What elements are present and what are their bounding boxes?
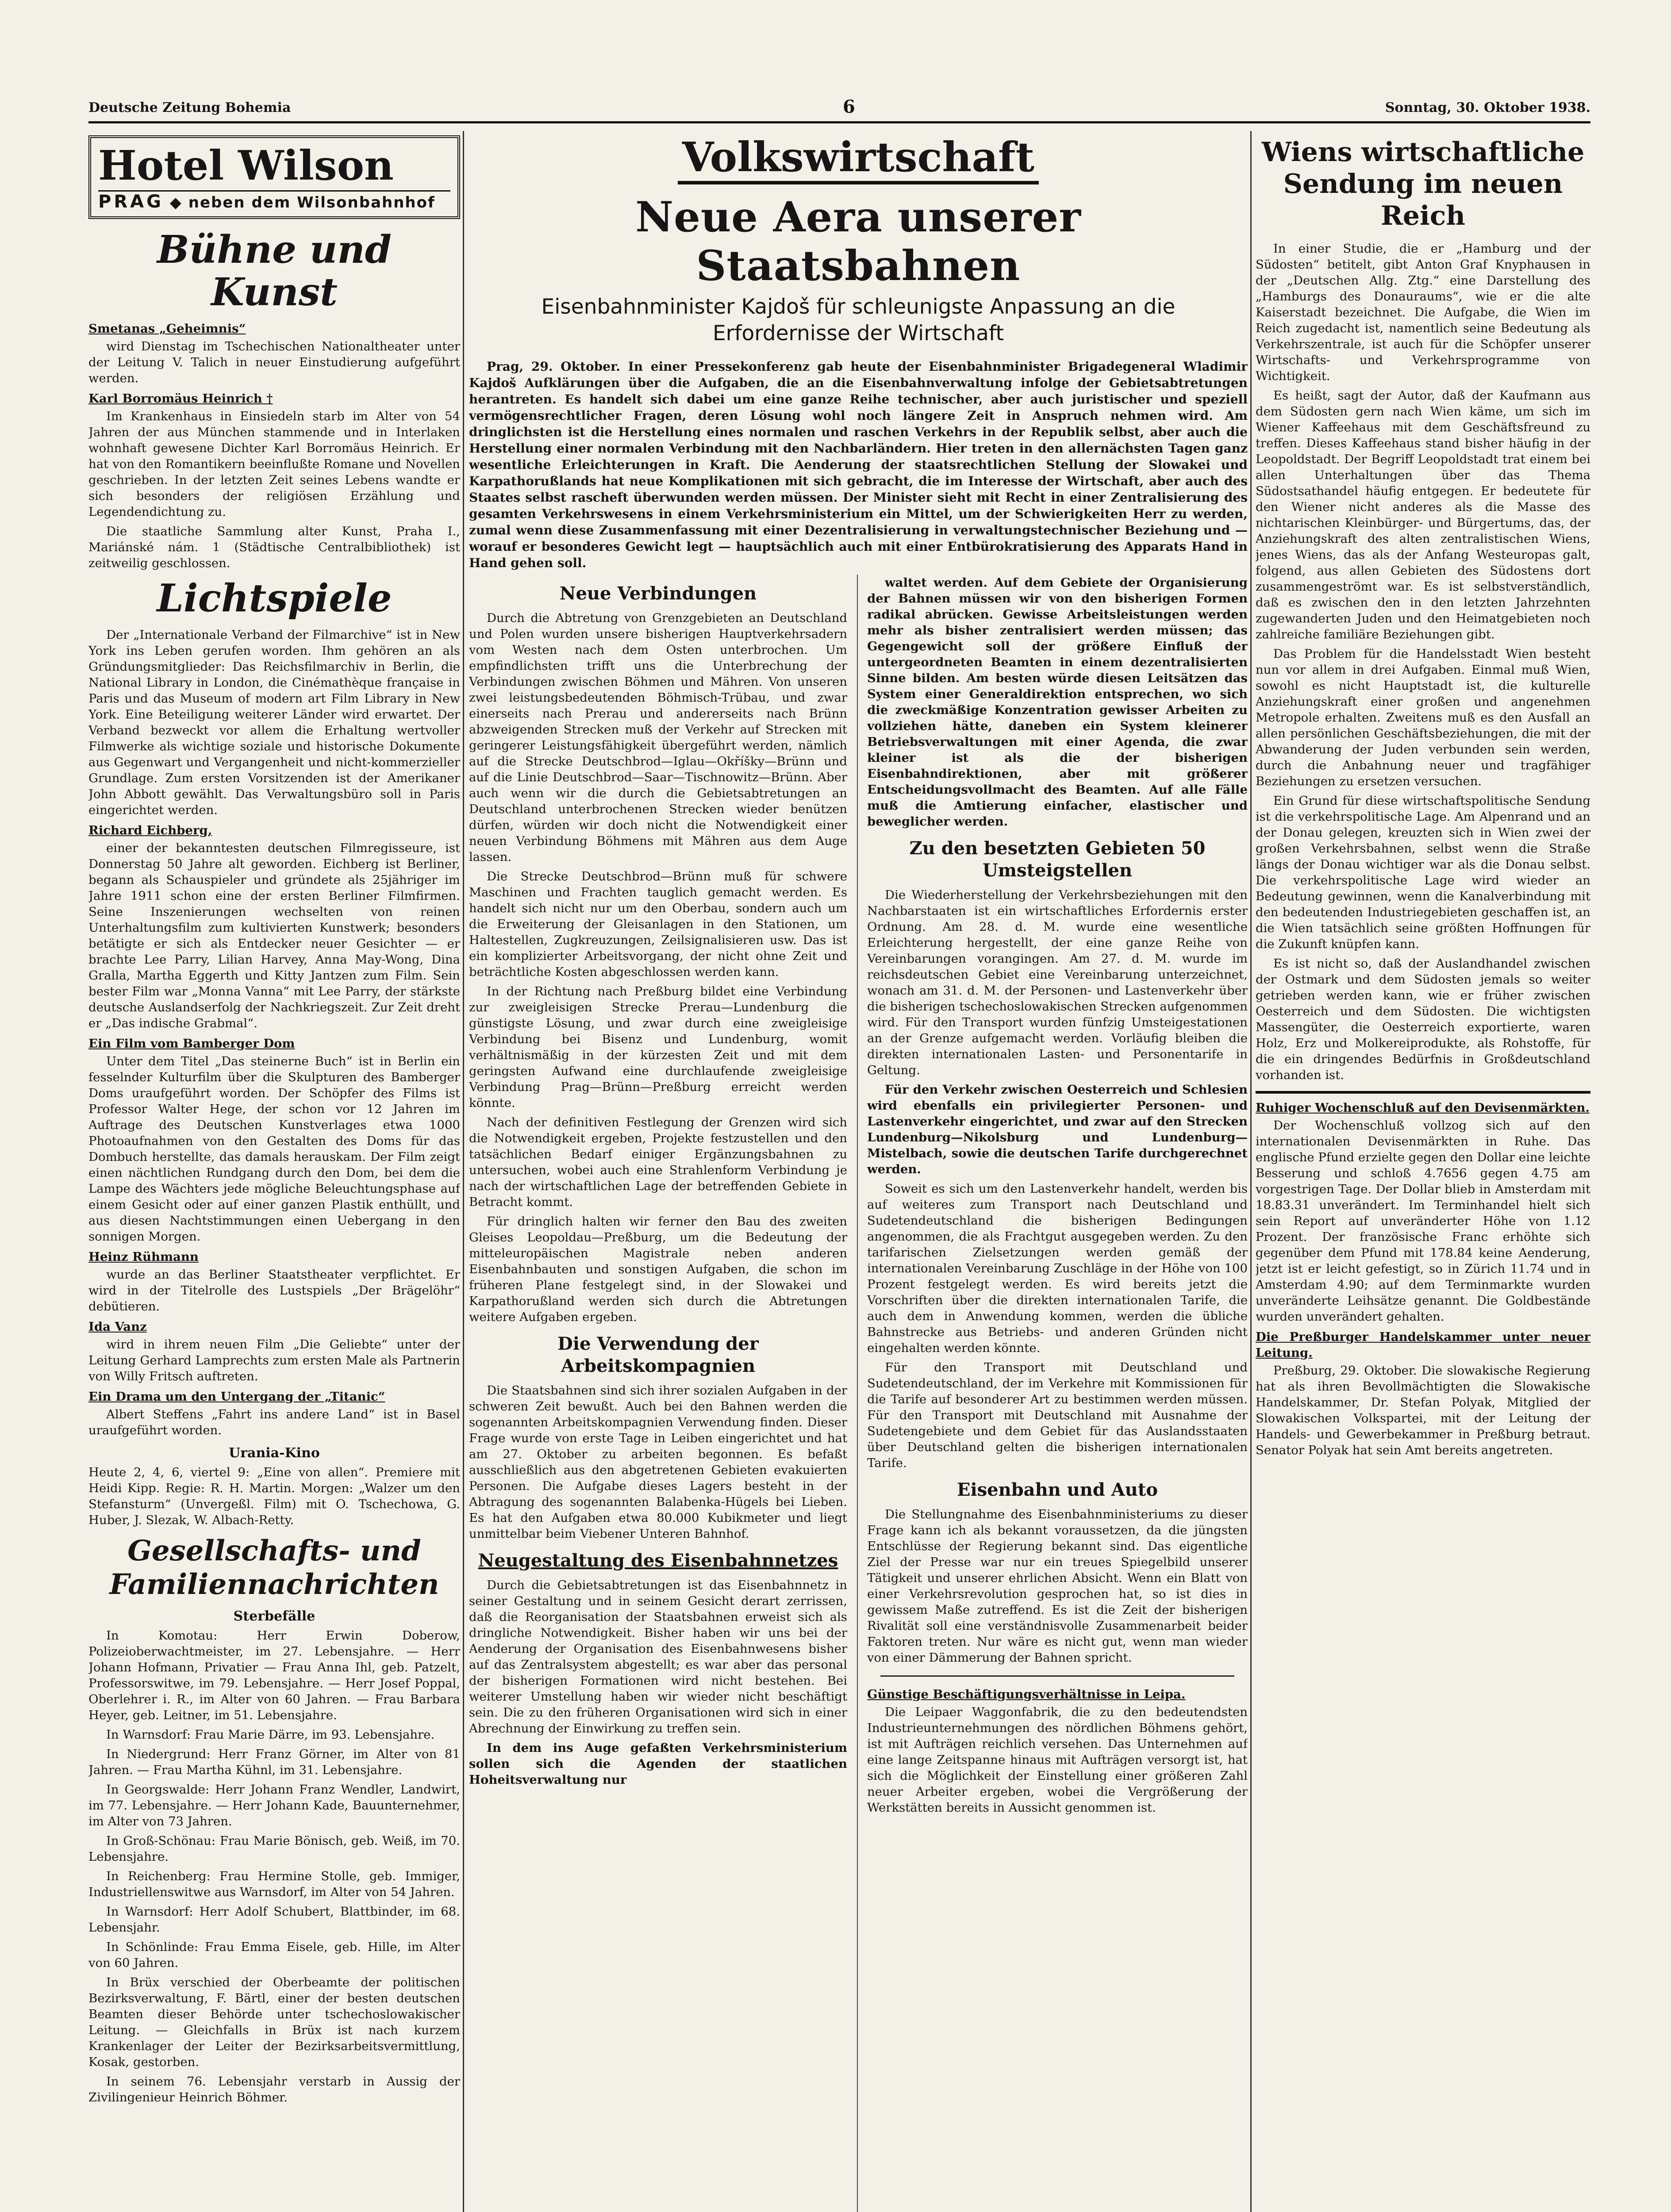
article-text: Durch die Abtretung von Grenzgebieten an Deutschland und Polen wurden unsere bisherigen Hauptverkehrsadern vom Westen nach dem Osten unterbrochen. Um empfindlichsten trifft uns die Unterbrechung der Verbindungen zwischen Böhmen und Mähren. Von unseren zwei leistungsbedeutenden Böhmisch-Trübau, und zwar einerseits nach Prerau und andererseits nach Brünn abzweigenden Strecken muß der Verkehr auf Strecken mit geringerer Leistungsfähigkeit übergeführt werden, nämlich auf die Strecke Deutschbrod—Iglau—Okříšky—Brünn und auf die Linie Deutschbrod—Saar—Tischnowitz—Brünn. Aber auch wenn wir die durch die Gebietsabtretungen an Deutschland unterbrochenen Strecken wieder benützen dürfen, würden wir doch nicht die Notwendigkeit einer neuen Verbindung Böhmens mit Mähren aus dem Auge lassen. (469, 611, 847, 864)
hotel-advert (88, 135, 460, 219)
item-heading: Ein Film vom Bamberger Dom (88, 1037, 295, 1051)
subsection-title: Eisenbahn und Auto (957, 1479, 1158, 1500)
section-divider (1256, 1091, 1590, 1094)
death-notice: In Reichenberg: Frau Hermine Stolle, geb. Immiger, Industriellenswitwe aus Warnsdorf, im Alter von 54 Jahren. (88, 1869, 460, 1899)
issue-date: Sonntag, 30. Oktober 1938. (1385, 100, 1590, 115)
article-text: Nach der definitiven Festlegung der Grenzen wird sich die Notwendigkeit ergeben, Projekte festzustellen und den tatsächlichen Bedarf einiger Ergänzungsbahnen zu untersuchen, wobei auch eine Strahlenform Verbindung je nach der wirtschaftlichen Lage der betreffenden Gebiete in Betracht kommt. (469, 1115, 847, 1209)
subsection-title: Die Verwendung der Arbeitskompagnien (557, 1333, 759, 1376)
item-heading-kino: Urania-Kino (229, 1445, 320, 1461)
item-text: wird Dienstag im Tschechischen Nationaltheater unter der Leitung V. Talich in neuer Einstudierung aufgeführt werden. (88, 339, 460, 385)
death-notice: In Warnsdorf: Herr Adolf Schubert, Blattbinder, im 68. Lebensjahr. (88, 1905, 460, 1935)
article-text: Die Wiederherstellung der Verkehrsbeziehungen mit den Nachbarstaaten ist ein wirtschaftliches Erfordernis erster Ordnung. Am 28. d. M. wurde eine wesentliche Erleichterung hergestellt, der eine ganze Reihe von Vereinbarungen vorangingen. Am 27. d. M. wurde im reichsdeutschen Gebiet eine Vereinbarung unterzeichnet, wonach am 31. d. M. der Personen- und Lastenverkehr über die bisherigen tschechoslowakischen Strecken aufgenommen wird. Für den Transport wurden fünfzig Umsteigestationen an der Grenze aufgemacht werden. Vorläufig bleiben die direkten internationalen Lasten- und Personentarife in Geltung. (867, 888, 1248, 1077)
item-text: Albert Steffens „Fahrt ins andere Land“ ist in Basel uraufgeführt worden. (88, 1407, 460, 1437)
article-column-2 (867, 575, 1248, 2212)
subcolumn-rule (857, 575, 858, 2212)
section-kicker: Volkswirtschaft (469, 133, 1248, 181)
item-heading: Ruhiger Wochenschluß auf den Devisenmärkten. (1256, 1101, 1590, 1115)
article-text: Die Staatsbahnen sind sich ihrer sozialen Aufgaben in der schweren Zeit bewußt. Auch bei den Bahnen werden die sogenannten Arbeitskompagnien Verwendung finden. Dieser Frage wurde von erste Tage in Leiben eingerichtet und hat am 27. Oktober zu arbeiten begonnen. Es befaßt ausschließlich aus den abgetretenen Gebieten evakuierten Personen. Die Aufgabe dieses Lagers besteht in der Abtragung des sogenannten Balabenka-Hügels bei Lieben. Es hat den Aufgaben etwa 80.000 Kubikmeter und liegt unmittelbar beim Viebener Unteren Bahnhof. (469, 1383, 847, 1541)
item-text: Der „Internationale Verband der Filmarchive“ ist in New York ins Leben gerufen worden. Ihm gehören an als Gründungsmitglieder: Das Reichsfilmarchiv in Berlin, die National Library in London, die Cinémathèque française in Paris und das Museum of modern art Film Library in New York. Eine Beteiligung weiterer Länder wird erwartet. Der Verband bezweckt vor allem die Erhaltung wertvoller Filmwerke als wichtige soziale und historische Dokumente aus Gegenwart und Vergangenheit und nicht-kommerzieller Grundlage. Zum ersten Vorsitzenden ist der Amerikaner John Abbott gewählt. Das Verwaltungsbüro soll in Paris eingerichtet werden. (88, 628, 460, 817)
item-text: Im Krankenhaus in Einsiedeln starb im Alter von 54 Jahren der aus München stammende und in Interlaken wohnhaft gewesene Dichter Karl Borromäus Heinrich. Er hat von den Romantikern beeinflußte Romane und Novellen geschrieben. In der letzten Zeit seines Lebens wandte er sich besonders der religiösen Erzählung und Legendendichtung zu. (88, 409, 460, 519)
article-text: Preßburg, 29. Oktober. Die slowakische Regierung hat als ihren Bevollmächtigten die Slowakische Handelskammer, Dr. Stefan Polyak, Mitglied der Slowakischen Volkspartei, mit der Leitung der Handels- und Gewerbekammer in Preßburg betraut. Senator Polyak hat sein Amt bereits angetreten. (1256, 1363, 1590, 1457)
main-headline: Neue Aera unserer Staatsbahnen (635, 193, 1081, 290)
death-notice: In Schönlinde: Frau Emma Eisele, geb. Hille, im Alter von 60 Jahren. (88, 1940, 460, 1970)
death-notice: In Groß-Schönau: Frau Marie Bönisch, geb. Weiß, im 70. Lebensjahre. (88, 1834, 460, 1864)
item-text: Unter dem Titel „Das steinerne Buch“ ist in Berlin ein fesselnder Kulturfilm über die Skulpturen des Bamberger Doms uraufgeführt worden. Der Schöpfer des Films ist Professor Walter Hege, der schon vor 12 Jahren im Auftrage des Deutschen Kunstverlages etwa 1000 Photoaufnahmen von den Gestalten des Doms für das Dombuch herstellte, das damals herauskam. Der Film zeigt einen nächtlichen Rundgang durch den Dom, bei dem die Lampe des Wächters jede mögliche Beleuchtungsphase auf einem Gesicht oder auf einer ganzen Plastik enthüllt, und aus diesen Nachtstimmungen einen Uebergang in den sonnigen Morgen. (88, 1054, 460, 1244)
article-text: Soweit es sich um den Lastenverkehr handelt, werden bis auf weiteres zum Transport nach Deutschland und Sudetendeutschland die bisherigen Bedingungen angenommen, die als Frachtgut ausgegeben werden. Zu den tarifarischen Zielsetzungen werden gemäß der internationalen Vereinbarung Zuschläge in der Höhe von 100 Prozent festgelegt werden. Es wird bereits jetzt die Vorschriften über die direkten internationalen Tarife, die auch dem in Anwendung kommen, werden die übliche Bahnstrecke aus Betriebs- und anderen Gründen nicht eingehalten werden könnte. (867, 1182, 1248, 1355)
right-column (1256, 131, 1590, 2212)
article-text: In einer Studie, die er „Hamburg und der Südosten“ betitelt, gibt Anton Graf Knyphausen in der „Deutschen Allg. Ztg.“ eine Darstellung des „Hamburgs des Donauraums“, wie er die alte Kaiserstadt bezeichnet. Die Aufgabe, die Wien im Reich zugedacht ist, namentlich seine Bedeutung als Verkehrszentrale, ist auch für die Schöpfer unserer Wirtschafts- und Verkehrsprogramme von Wichtigkeit. (1256, 242, 1590, 383)
diamond-icon: ◆ (169, 194, 182, 211)
right-headline: Wiens wirtschaftliche Sendung im neuen Reich (1261, 137, 1585, 231)
item-heading: Ein Drama um den Untergang der „Titanic“ (88, 1390, 385, 1404)
item-heading: Ida Vanz (88, 1320, 147, 1334)
death-notice: In Warnsdorf: Frau Marie Därre, im 93. Lebensjahre. (106, 1728, 435, 1742)
article-text: Durch die Gebietsabtretungen ist das Eisenbahnnetz in seiner Gestaltung und in seinem Gesicht derart zerrissen, daß die Reorganisation der Staatsbahnen erweist sich als dringliche Notwendigkeit. Bisher haben wir uns bei der Aenderung der Organisation des Eisenbahnwesens bisher auf das Zentralsystem abgestellt; es war aber das personal der bisherigen Formationen wird nicht bestehen. Bei weiterer Umstellung haben wir wieder nicht beschäftigt sein. Die zu den früheren Organisationen wird sich in einer Abrechnung der Einwirkung zu treffen sein. (469, 1578, 847, 1736)
death-notice: In Niedergrund: Herr Franz Görner, im Alter von 81 Jahren. — Frau Martha Kühnl, im 31. Lebensjahre. (88, 1747, 460, 1777)
page-number: 6 (843, 96, 855, 117)
item-text: Die staatliche Sammlung alter Kunst, Praha I., Mariánské nám. 1 (Städtische Centralbibliothek) ist zeitweilig geschlossen. (88, 524, 460, 570)
subsection-title: Neugestaltung des Eisenbahnnetzes (478, 1550, 838, 1571)
left-column (88, 131, 460, 2212)
article-text: Das Problem für die Handelsstadt Wien besteht nun vor allem in drei Aufgaben. Einmal muß Wien, sowohl es nicht Hauptstadt ist, die kulturelle Anziehungskraft einer großen und angenehmen Metropole erhalten. Zweitens muß es den Ausfall an allen persönlichen Geschäftsbeziehungen, die mit der Abwanderung der Juden verbunden sein werden, durch die Anbahnung neuer und tragfähiger Beziehungen zu ersetzen versuchen. (1256, 647, 1590, 788)
item-heading-sterbefaelle: Sterbefälle (233, 1609, 315, 1624)
article-text: Für den Verkehr zwischen Oesterreich und Schlesien wird ebenfalls ein privilegierter Personen- und Lastenverkehr eingerichtet, und zwar auf den Strecken Lundenburg—Nikolsburg und Lundenburg—Mistelbach, sowie die deutschen Tarife durchgerechnet werden. (867, 1083, 1248, 1176)
subsection-title: Neue Verbindungen (559, 583, 757, 604)
article-text: Es heißt, sagt der Autor, daß der Kaufmann aus dem Südosten gern nach Wien käme, um sich im Wiener Kaffeehaus mit dem Geschäftsfreund zu treffen. Dieses Kaffeehaus stand bisher häufig in der Leopoldstadt. Der Begriff Leopoldstadt trat einem bei allen Unterhaltungen über das Thema Südostsathandel häufig entgegen. Er bedeutete für den Wiener nicht anderes als die Masse des nichtarischen Kleinbürger- und Bürgertums, das, der Anziehungskraft des alten zentralistischen Wiens, jenes Wiens, das als der Anfang Westeuropas galt, folgend, aus allen Gebieten des Südostens dort zusammengeströmt war. Es ist selbstverständlich, daß es zwischen den in den letzten Jahrzehnten zugewanderten Juden und den Heimatgebieten noch zahlreiche familiäre Beziehungen gibt. (1256, 388, 1590, 641)
section-title-lichtspiele: Lichtspiele (157, 576, 392, 621)
article-text: Die Strecke Deutschbrod—Brünn muß für schwere Maschinen und Frachten tauglich gemacht werden. Es handelt sich nicht nur um den Oberbau, sondern auch um die Erweiterung der Gleisanlagen in den Stationen, um Haltestellen, Zugkreuzungen, Zeilsignalisieren usw. Das ist ein komplizierter Arbeitsvorgang, der nicht ohne Zeit und beträchtliche Kosten abgeschlossen werden kann. (469, 869, 847, 979)
section-title-buehne: Bühne und Kunst (157, 227, 392, 315)
article-column-1 (469, 575, 847, 2212)
article-text: Der Wochenschluß vollzog sich auf den internationalen Devisenmärkten in Ruhe. Das englische Pfund erzielte gegen den Dollar eine leichte Besserung und schloß 4.7656 gegen 4.75 am vorgestrigen Tage. Der Dollar blieb in Amsterdam mit 18.83.31 unverändert. Im Terminhandel hielt sich sein Report auf unveränderter Höhe von 1.12 Prozent. Der französische Franc erhöhte sich gegenüber dem Pfund mit 178.84 keine Aenderung, jetzt ist er leicht gefestigt, so in Zürich 11.74 und in Amsterdam 4.90; auf dem Terminmarkte wurden unveränderte Leihsätze genannt. Die Goldbestände wurden unverändert gehalten. (1256, 1118, 1590, 1324)
hotel-address: PRAG ◆ neben dem Wilsonbahnhof (98, 192, 435, 212)
item-text: einer der bekanntesten deutschen Filmregisseure, ist Donnerstag 50 Jahre alt geworden. Eichberg ist Berliner, begann als Schauspieler und gründete als 25jähriger im Jahre 1911 schon eine der ersten Berliner Filmfirmen. Seine Inszenierungen wechselten von reinen Unterhaltungsfilm zum kultivierten Kunstwerk; besonders betätigte er sich als Entdecker neuer Gesichter — er brachte Lee Parry, Lilian Harvey, Anna May-Wong, Dina Gralla, Martha Eggerth und Kitty Jantzen zum Film. Sein bester Film war „Monna Vanna“ mit Lee Parry, der stärkste deutsche Auslandserfolg der Nachkriegszeit. Zur Zeit dreht er „Das indische Grabmal“. (88, 841, 460, 1030)
masthead (88, 96, 1590, 123)
death-notice: In seinem 76. Lebensjahr verstarb in Aussig der Zivilingenieur Heinrich Böhmer. (88, 2074, 460, 2104)
item-heading: Smetanas „Geheimnis“ (88, 322, 246, 336)
death-notice: In Komotau: Herr Erwin Doberow, Polizeioberwachtmeister, im 27. Lebensjahre. — Herr Johann Hofmann, Privatier — Frau Anna Ihl, geb. Patzelt, Professorswitwe, im 79. Lebensjahre. — Herr Josef Poppal, Oberlehrer i. R., im Alter von 60 Jahren. — Frau Barbara Heyer, geb. Leitner, im 51. Lebensjahre. (88, 1628, 460, 1722)
item-heading: Günstige Beschäftigungsverhältnisse in Leipa. (867, 1687, 1186, 1701)
death-notice: In Georgswalde: Herr Johann Franz Wendler, Landwirt, im 77. Lebensjahre. — Herr Johann Kade, Bauunternehmer, im Alter von 73 Jahren. (88, 1782, 460, 1828)
article-body (469, 575, 1248, 2212)
item-heading: Heinz Rühmann (88, 1250, 199, 1264)
lead-paragraph: Prag, 29. Oktober. In einer Pressekonferenz gab heute der Eisenbahnminister Brigadegeneral Wladimir Kajdoš Aufklärungen über die Aufgaben, die an die Eisenbahnverwaltung infolge der Gebietsabtretungen herantreten. Es handelt sich dabei um eine ganze Reihe technischer, aber auch juristischer und speziell vermögensrechtlicher Fragen, deren Lösung wohl noch längere Zeit in Anspruch nehmen wird. Am dringlichsten ist die Herstellung eines normalen und raschen Verkehrs in der Republik selbst, aber auch die Herstellung einer normalen Verbindung mit den Nachbarländern. Hier treten in den allernächsten Tagen ganz wesentliche Erleichterungen in Kraft. Die Aenderung der staatsrechtlichen Stellung der Slowakei und Karpathorußlands hat neue Komplikationen mit sich gebracht, die im Interesse der Wirtschaft, aber auch des Staates selbst rascheft überwunden werden müssen. Der Minister sieht mit Recht in einer Zentralisierung des gesamten Verkehrswesens in einem Verkehrsministerium ein Mittel, um der Schwierigkeiten Herr zu werden, zumal wenn diese Zusammenfassung mit einer Dezentralisierung in verwaltungstechnischer Beziehung und — worauf er besonderes Gewicht legt — hauptsächlich auch mit einer Entbürokratisierung des Apparats Hand in Hand gehen soll. (469, 359, 1248, 570)
item-text: Heute 2, 4, 6, viertel 9: „Eine von allen“. Premiere mit Heidi Kipp. Regie: R. H. Martin. Morgen: „Walzer um den Stefansturm“ (Unvergeßl. Film) mit O. Tschechowa, G. Huber, J. Slezak, W. Albach-Retty. (88, 1465, 460, 1527)
paper-name: Deutsche Zeitung Bohemia (88, 100, 291, 115)
article-text: Die Leipaer Waggonfabrik, die zu den bedeutendsten Industrieunternehmungen des nördlichen Böhmens gehört, ist mit Aufträgen reichlich versehen. Das Unternehmen auf eine lange Zeitspanne hinaus mit Aufträgen versorgt ist, hat sich die Möglichkeit der Einstellung einer größeren Zahl neuer Arbeiter ergeben, wobei die Vergrößerung der Werkstätten bereits in Aussicht genommen ist. (867, 1705, 1248, 1815)
death-notices (88, 1628, 460, 2105)
article-text: In dem ins Auge gefaßten Verkehrsministerium sollen sich die Agenden der staatlichen Hoheitsverwaltung nur (469, 1741, 847, 1787)
article-text: Es ist nicht so, daß der Auslandhandel zwischen der Ostmark und dem Südosten jemals so weiter getrieben werden kann, wie er früher zwischen Oesterreich und dem Südosten. Die wichtigsten Massengüter, die Oesterreich exportierte, waren Holz, Erz und Molkereiprodukte, als Rohstoffe, für die ein dringendes Bedürfnis in Großdeutschland vorhanden ist. (1256, 956, 1590, 1082)
article-text: waltet werden. Auf dem Gebiete der Organisierung der Bahnen müssen wir von den bisherigen Formen radikal abrücken. Gewisse Arbeitsleistungen werden mehr als bisher zentralisiert werden müssen; das Gegengewicht soll der größere Einfluß der untergeordneten Beamten in einem dezentralisierten Sinne bilden. Am besten würde diesen Leitsätzen das System einer Generaldirektion entsprechen, wo sich die zweckmäßige Konzentration gewisser Arbeiten zu vollziehen hätte, daneben ein System kleinerer Betriebsverwaltungen mit einer Agenda, die zwar kleiner ist als die der bisherigen Eisenbahndirektionen, aber mit größerer Entscheidungsvollmacht des Beamten. Auf alle Fälle muß die Amtierung einfacher, elastischer und beweglicher werden. (867, 576, 1248, 829)
item-text: wird in ihrem neuen Film „Die Geliebte“ unter der Leitung Gerhard Lamprechts zum ersten Male als Partnerin von Willy Fritsch auftreten. (88, 1337, 460, 1383)
hotel-name: Hotel Wilson (98, 142, 394, 189)
item-heading: Karl Borromäus Heinrich † (88, 392, 273, 406)
middle-column (469, 131, 1248, 2212)
section-title-familie: Gesellschafts- und Familiennachrichten (109, 1534, 439, 1601)
article-text: Die Stellungnahme des Eisenbahnministeriums zu dieser Frage kann ich als bekannt voraussetzen, da die jüngsten Entschlüsse der Regierung bekannt sind. Das eigentliche Ziel der Presse war nur ein treues Spiegelbild unserer Tätigkeit und unserer ehrlichen Absicht. Wenn ein Blatt von einer Verkehrsrevolution gesprochen hat, so ist dies in gewissem Maße zutreffend. Es ist die Zeit der bisherigen Rivalität soll eine verständnisvolle Zusammenarbeit beider Faktoren treten. Nur wäre es nicht gut, wenn man wieder von einer Dämmerung der Bahnen spricht. (867, 1507, 1248, 1665)
main-subheadline: Eisenbahnminister Kajdoš für schleunigste Anpassung an die Erfordernisse der Wirtschaft (541, 295, 1175, 346)
column-rule (1250, 131, 1252, 2212)
item-text: wurde an das Berliner Staatstheater verpflichtet. Er wird in der Titelrolle des Lustspiels „Der Brägelöhr“ debütieren. (88, 1267, 460, 1313)
item-heading: Richard Eichberg, (88, 823, 212, 837)
article-text: Für dringlich halten wir ferner den Bau des zweiten Gleises Leopoldau—Preßburg, um die Bedeutung der mitteleuropäischen Magistrale neben anderen Eisenbahnbauten und sonstigen Aufgaben, die schon im früheren Plane festgelegt sind, in der Slowakei und Karpathorußland werden sich durch die Abtretungen weitere Aufgaben ergeben. (469, 1214, 847, 1324)
death-notice: In Brüx verschied der Oberbeamte der politischen Bezirksverwaltung, F. Bärtl, einer der besten deutschen Beamten dieser Behörde unter tschechoslowakischer Leitung. — Gleichfalls in Brüx ist nach kurzem Krankenlager der Leiter der Bezirksarbeitsvermittlung, Kosak, gestorben. (88, 1975, 460, 2069)
article-text: In der Richtung nach Preßburg bildet eine Verbindung zur zweigleisigen Strecke Prerau—Lundenburg die günstigste Lösung, und zwar durch eine zweigleisige Verbindung bei Bisenz und Lundenburg, womit verhältnismäßig in der kürzesten Zeit und mit dem geringsten Aufwand eine durchlaufende zweigleisige Verbindung Prag—Brünn—Preßburg erreicht werden könnte. (469, 984, 847, 1110)
article-text: Ein Grund für diese wirtschaftspolitische Sendung ist die verkehrspolitische Lage. Am Alpenrand und an der Donau gelegen, kreuzten sich in Wien zwei der großen Verkehrsbahnen, selbst wenn die Straße längs der Donau wichtiger war als die Donau selbst. Die verkehrspolitische Lage wird wieder an Bedeutung gewinnen, wenn die Kanalverbindung mit den bedeutenden Industriegebieten geschaffen ist, an die Wien tatsächlich seine größten Hoffnungen für die Zukunft knüpfen kann. (1256, 794, 1590, 951)
article-text: Für den Transport mit Deutschland und Sudetendeutschland, der im Verkehre mit Kommissionen für die Tarife auf besonderer Art zu bestimmen werden müssen. Für den Transport mit Deutschland mit Ausnahme der Sudetengebiete und dem Gebiet für das Auslandsstaaten über Deutschland gelten die bisherigen internationalen Tarife. (867, 1360, 1248, 1470)
section-divider (880, 1675, 1234, 1677)
column-rule (463, 131, 464, 2212)
subsection-title: Zu den besetzten Gebieten 50 Umsteigstellen (909, 838, 1206, 881)
item-heading: Die Preßburger Handelskammer unter neuer Leitung. (1256, 1330, 1590, 1360)
